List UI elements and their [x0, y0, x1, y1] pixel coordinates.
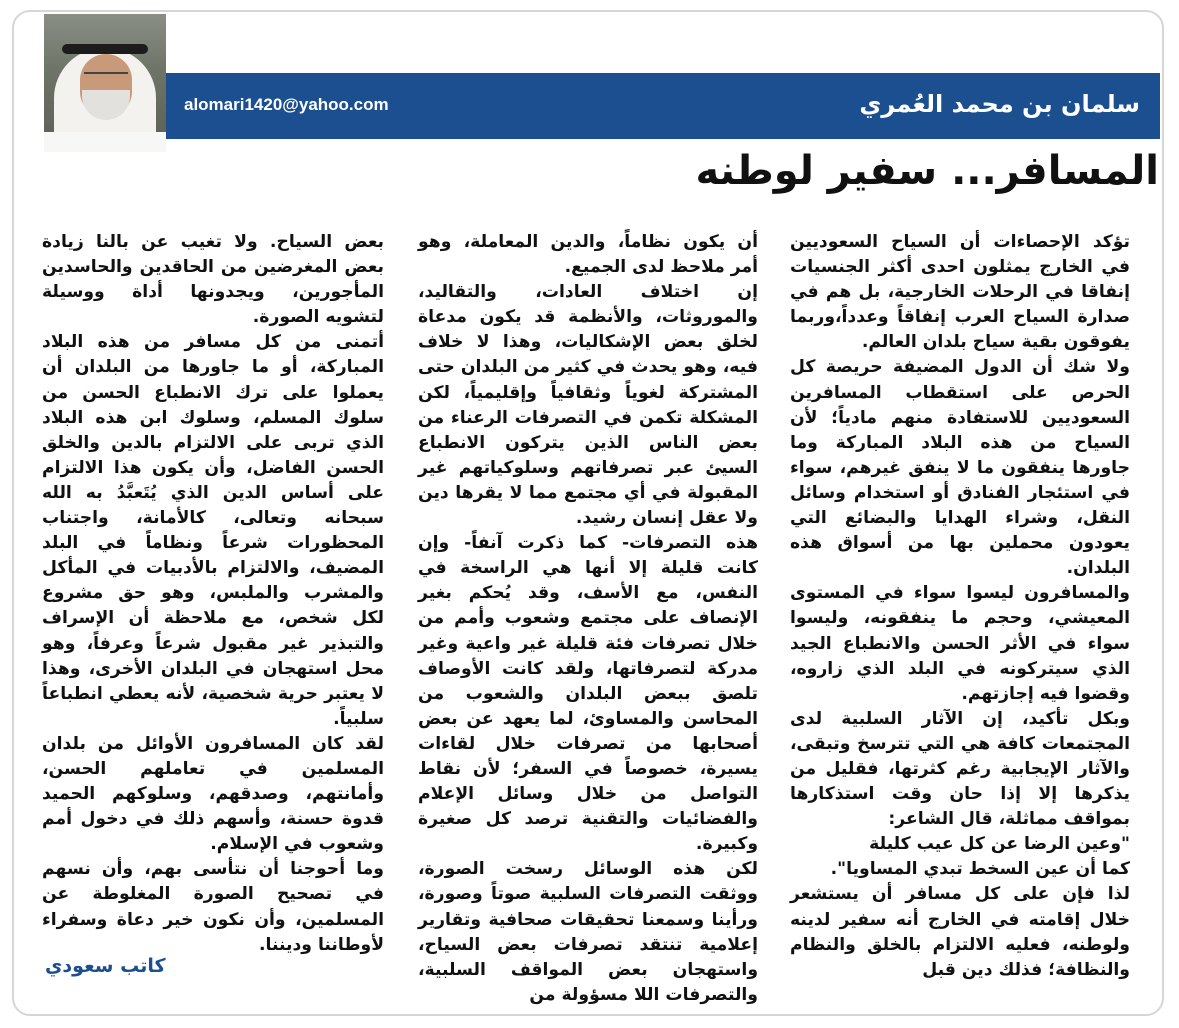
poem-line: كما أن عين السخط تبدي المساويا".: [830, 859, 1130, 880]
author-email[interactable]: alomari1420@yahoo.com: [184, 95, 389, 114]
paragraph: تؤكد الإحصاءات أن السياح السعوديين في الخارج يمثلون احدى أكثر الجنسيات إنفاقا في الرحلات الخارجية، بل هم في صدارة السياح العرب إنفاقاً وعدداً،وربما يفوقون بقية سياح بلدان العالم.: [790, 232, 1130, 353]
author-banner: [166, 73, 1160, 139]
paragraph: هذه التصرفات- كما ذكرت آنفاً- وإن كانت قليلة إلا أنها هي الراسخة في النفس، مع الأسف، وقد يُحكم بغير الإنصاف على مجتمع وشعوب وأمم من خلال تصرفات فئة قليلة غير واعية وغير مدركة لتصرفاتها، ولقد كانت الأوصاف تلصق ببعض البلدان والشعوب من المحاسن والمساوئ، لما يعهد عن بعض أصحابها من تصرفات خلال لقاءات يسيرة، خصوصاً في السفر؛ لأن نقاط التواصل من خلال وسائل الإعلام والفضائيات والتقنية ترصد كل صغيرة وكبيرة.: [418, 533, 758, 855]
author-signature: كاتب سعودي: [45, 955, 166, 977]
paragraph: وبكل تأكيد، إن الآثار السلبية لدى المجتمعات كافة هي التي تترسخ وتبقى، والآثار الإيجابية رغم كثرتها، فقليل من يذكرها إلا إذا حان وقت استذكارها بمواقف مماثلة، قال الشاعر:: [790, 708, 1130, 830]
paragraph: أتمنى من كل مسافر من هذه البلاد المباركة، أو ما جاورها من البلدان أن يعملوا على ترك الانطباع الحسن من سلوك المسلم، وسلوك ابن هذه البلاد الذي تربى على الالتزام بالدين والخلق الحسن الفاضل، وأن يكون هذا الالتزام على أساس الدين الذي يُتَعبَّدُ به الله سبحانه وتعالى، كالأمانة، واجتناب المحظورات شرعاً ونظاماً في البلد المضيف، والالتزام بالأدبيات في المأكل والمشرب والملبس، وهو حق مشروع لكل شخص، مع ملاحظة أن الإسراف والتبذير غير مقبول شرعاً وعرفاً، وهو محل استهجان في البلدان الأخرى، وهذا لا يعتبر حرية شخصية، لأنه يعطي انطباعاً سلبياً.: [42, 332, 384, 729]
article-column-1: [790, 230, 1130, 983]
author-name: سلمان بن محمد العُمري: [859, 90, 1140, 118]
paragraph: والمسافرون ليسوا سواء في المستوى المعيشي، وحجم ما ينفقونه، وليسوا سواء في الأثر الحسن والانطباع الجيد الذي سيتركونه في البلد الذي زاروه، وقضوا فيه إجازتهم.: [790, 583, 1130, 704]
paragraph: وما أحوجنا أن نتأسى بهم، وأن نسهم في تصحيح الصورة المغلوطة عن المسلمين، وأن نكون خير دعاة وسفراء لأوطاننا وديننا.: [42, 859, 384, 955]
paragraph: لذا فإن على كل مسافر أن يستشعر خلال إقامته في الخارج أنه سفير لدينه ولوطنه، فعليه الالتزام بالخلق والنظام والنظافة؛ فذلك دين قبل: [790, 884, 1130, 980]
paragraph: أن يكون نظاماً، والدين المعاملة، وهو أمر ملاحظ لدى الجميع.: [418, 232, 758, 278]
paragraph: لقد كان المسافرون الأوائل من بلدان المسلمين في تعاملهم الحسن، وأمانتهم، وصدقهم، وسلوكهم الحميد قدوة حسنة، وأسهم ذلك في دخول أمم وشعوب في الإسلام.: [42, 733, 384, 855]
article-title: المسافر... سفير لوطنه: [695, 148, 1159, 194]
paragraph: لكن هذه الوسائل رسخت الصورة، ووثقت التصرفات السلبية صوتاً وصورة، ورأينا وسمعنا تحقيقات صحافية وتقارير إعلامية تنتقد تصرفات بعض السياح، واستهجان بعض المواقف السلبية، والتصرفات اللا مسؤولة من: [418, 859, 758, 1005]
paragraph: ولا شك أن الدول المضيفة حريصة كل الحرص على استقطاب المسافرين السعوديين للاستفادة منهم مادياً؛ لأن السياح من هذه البلاد المباركة وما جاورها ينفقون ما لا ينفق غيرهم، سواء في استئجار الفنادق أو استخدام وسائل النقل، وشراء الهدايا والبضائع التي يعودون محملين بها من أسواق هذه البلدان.: [790, 357, 1130, 579]
poem-line: "وعين الرضا عن كل عيب كليلة: [869, 834, 1130, 855]
paragraph: بعض السياح. ولا تغيب عن بالنا زيادة بعض المغرضين من الحاقدين والحاسدين المأجورين، ويجدونها أداة ووسيلة لتشويه الصورة.: [42, 232, 384, 328]
paragraph: إن اختلاف العادات، والتقاليد، والموروثات، والأنظمة قد يكون مدعاة لخلق بعض الإشكاليات، وهذا لا خلاف فيه، وهو يحدث في كثير من البلدان حتى المشتركة لغوياً وثقافياً وإقليمياً، لكن المشكلة تكمن في التصرفات الرعناء من بعض الناس الذين يتركون الانطباع السيئ عبر تصرفاتهم وسلوكياتهم غير المقبولة في أي مجتمع مما لا يقرها دين ولا عقل إنسان رشيد.: [418, 282, 758, 529]
article-column-3: [42, 230, 384, 958]
article-column-2: [418, 230, 758, 1008]
author-photo: [44, 14, 166, 152]
